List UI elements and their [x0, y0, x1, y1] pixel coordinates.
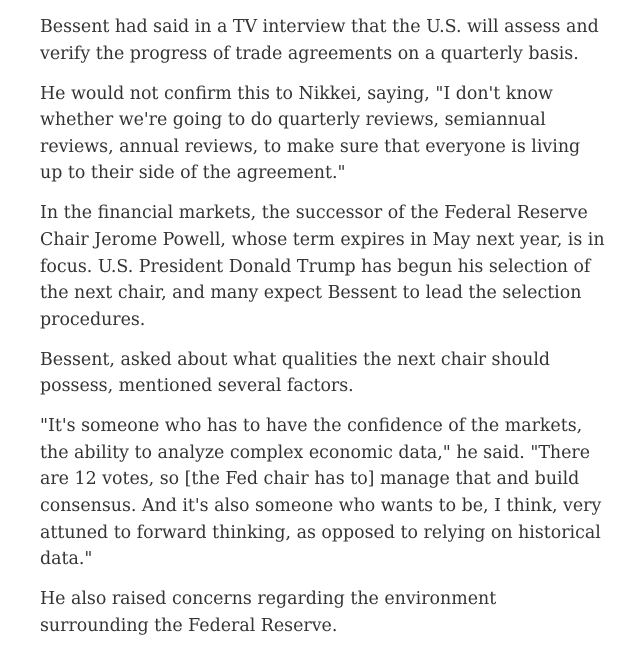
article-body [40, 14, 605, 639]
article-paragraph: In the financial markets, the successor of the Federal Reserve Chair Jerome Powell, whose term expires in May next year, is in focus. U.S. President Donald Trump has begun his selection of the next chair, and many expect Bessent to lead the selection procedures. [40, 203, 605, 330]
article-paragraph: "It's someone who has to have the confidence of the markets, the ability to analyze complex economic data," he said. "There are 12 votes, so [the Fed chair has to] manage that and build consensus. And it's also someone who wants to be, I think, very attuned to forward thinking, as opposed to relying on historical data." [40, 416, 602, 570]
article-paragraph: He also raised concerns regarding the environment surrounding the Federal Reserve. [40, 589, 497, 636]
article-paragraph: Bessent, asked about what qualities the next chair should possess, mentioned several factors. [40, 349, 551, 397]
article-paragraph: He would not confirm this to Nikkei, saying, "I don't know whether we're going to do quarterly reviews, semiannual reviews, annual reviews, to make sure that everyone is living up to their side of the agreement." [40, 83, 581, 184]
article-paragraph: Bessent had said in a TV interview that the U.S. will assess and verify the progress of trade agreements on a quarterly basis. [40, 17, 599, 64]
